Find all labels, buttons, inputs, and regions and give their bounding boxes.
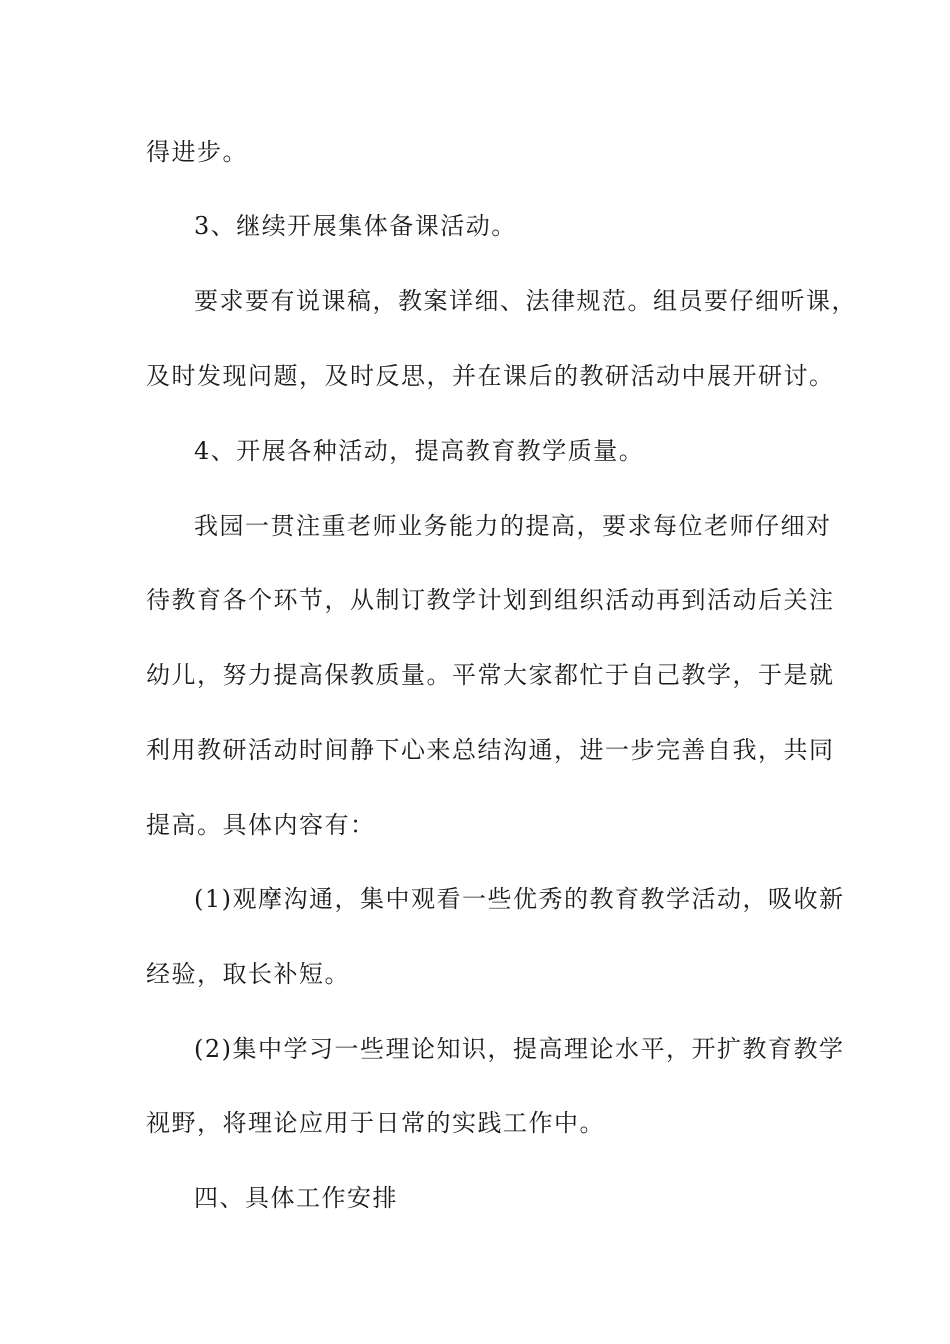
paragraph-line: 要求要有说课稿，教案详细、法律规范。组员要仔细听课， [194,287,857,315]
paragraph-line: 提高。具体内容有： [146,811,376,839]
paragraph-line: 利用教研活动时间静下心来总结沟通，进一步完善自我，共同 [146,736,835,764]
paragraph-line: 我园一贯注重老师业务能力的提高，要求每位老师仔细对 [194,512,832,540]
section-heading: 3、继续开展集体备课活动。 [194,212,517,240]
paragraph-line: 经验，取长补短。 [146,960,350,988]
list-item: (1)观摩沟通，集中观看一些优秀的教育教学活动，吸收新 [194,885,845,913]
paragraph-line: 得进步。 [146,138,248,166]
paragraph-line: 及时发现问题，及时反思，并在课后的教研活动中展开研讨。 [146,362,835,390]
paragraph-line: 待教育各个环节，从制订教学计划到组织活动再到活动后关注 [146,586,835,614]
list-item: (2)集中学习一些理论知识，提高理论水平，开扩教育教学 [194,1035,845,1063]
section-heading: 四、具体工作安排 [194,1184,398,1212]
section-heading: 4、开展各种活动，提高教育教学质量。 [194,437,645,465]
paragraph-line: 幼儿，努力提高保教质量。平常大家都忙于自己教学，于是就 [146,661,835,689]
paragraph-line: 视野，将理论应用于日常的实践工作中。 [146,1109,605,1137]
